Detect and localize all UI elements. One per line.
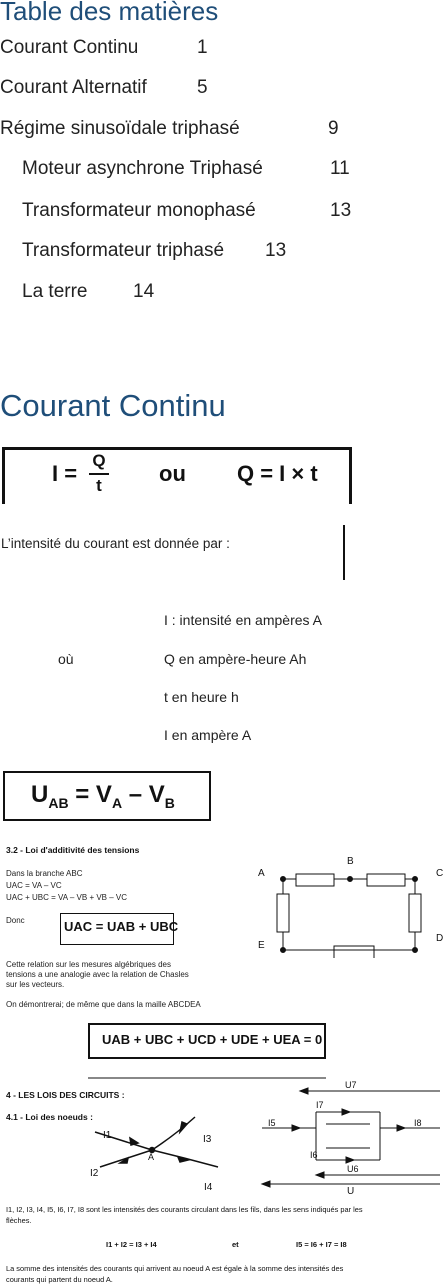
- toc-entry-page: 9: [328, 118, 339, 139]
- toc-entry-page: 13: [330, 200, 352, 221]
- definition-item: I en ampère A: [164, 727, 252, 743]
- label-U7: U7: [345, 1080, 357, 1090]
- additivity-title: 3.2 - Loi d'additivité des tensions: [6, 845, 140, 855]
- label-I5: I5: [268, 1118, 276, 1128]
- label-I2: I2: [90, 1168, 99, 1179]
- section-heading: Courant Continu: [0, 388, 226, 423]
- toc-entry-page: 13: [265, 240, 287, 261]
- definition-item: Q en ampère-heure Ah: [164, 651, 307, 667]
- description-text: flèches.: [6, 1216, 32, 1225]
- relation-text: tensions a une analogie avec la relation de Chasles: [6, 970, 189, 979]
- eq-uac: UAC = VA – VC: [6, 881, 62, 890]
- equation-right: I5 = I6 + I7 = I8: [296, 1240, 347, 1249]
- circuits-title: 4 - LES LOIS DES CIRCUITS :: [6, 1090, 125, 1100]
- eq-uac-ubc: UAC + UBC = VA – VB + VB – VC: [6, 893, 128, 902]
- donc-label: Donc: [6, 916, 25, 925]
- circuits-subtitle: 4.1 - Loi des noeuds :: [6, 1112, 93, 1122]
- description-text: I1, I2, I3, I4, I5, I6, I7, I8 sont les intensités des courants circulant dans les fils, dans les sens indiqués par les: [6, 1205, 363, 1214]
- relation-text: Cette relation sur les mesures algébriques des: [6, 960, 171, 969]
- toc-entry-page: 14: [133, 281, 155, 302]
- toc-entry-page: 1: [197, 37, 208, 58]
- node-label-C: C: [436, 868, 444, 879]
- node-label-A: A: [258, 868, 265, 879]
- where-label: où: [58, 651, 74, 667]
- formula-I: I =: [52, 461, 78, 486]
- toc-entry-label: Régime sinusoïdale triphasé: [0, 118, 240, 139]
- branch-text: Dans la branche ABC: [6, 869, 83, 878]
- label-I6: I6: [310, 1150, 318, 1160]
- label-I3: I3: [203, 1134, 212, 1145]
- formula-denominator: t: [96, 476, 102, 495]
- intensity-intro: L’intensité du courant est donnée par :: [1, 536, 230, 551]
- formula-rhs: Q = I × t: [237, 461, 318, 486]
- label-I4: I4: [204, 1182, 213, 1193]
- toc-entry-page: 11: [330, 158, 350, 179]
- toc-entry-page: 5: [197, 77, 208, 98]
- formula-numerator: Q: [92, 451, 106, 470]
- label-I1: I1: [103, 1130, 112, 1141]
- sum-formula: UAB + UBC + UCD + UDE + UEA = 0: [102, 1032, 323, 1047]
- definition-item: I : intensité en ampères A: [164, 612, 322, 628]
- label-U: U: [347, 1186, 355, 1197]
- label-A: A: [148, 1152, 155, 1162]
- node-label-B: B: [347, 856, 354, 867]
- uab-formula: $U_{AB} = V_A - V_B$: [31, 781, 175, 811]
- toc-entry-label: Transformateur monophasé: [22, 200, 256, 221]
- label-U6: U6: [347, 1164, 359, 1174]
- conclusion-text: La somme des intensités des courants qui arrivent au noeud A est égale à la somme des intensités des: [6, 1264, 344, 1273]
- conclusion-text: courants qui partent du noeud A.: [6, 1275, 113, 1284]
- demo-text: On démontrerai; de même que dans la maille ABCDEA: [6, 1000, 201, 1009]
- label-I8: I8: [414, 1118, 422, 1128]
- label-I7: I7: [316, 1100, 324, 1110]
- equation-et: et: [232, 1240, 239, 1249]
- mesh-circuit: [277, 874, 421, 958]
- toc-entry-label: La terre: [22, 281, 88, 302]
- toc-entry-label: Courant Continu: [0, 37, 139, 58]
- toc-entry-label: Courant Alternatif: [0, 77, 147, 98]
- uac-formula: UAC = UAB + UBC: [64, 919, 179, 934]
- relation-text: sur les vecteurs.: [6, 980, 65, 989]
- formula-ou: ou: [159, 461, 186, 486]
- equation-left: I1 + I2 = I3 + I4: [106, 1240, 157, 1249]
- definition-item: t en heure h: [164, 689, 239, 705]
- toc-title: Table des matières: [0, 0, 219, 26]
- node-diagram: [95, 1117, 218, 1167]
- toc-entry-label: Transformateur triphasé: [22, 240, 225, 261]
- node-label-D: D: [436, 933, 444, 944]
- toc-entry-label: Moteur asynchrone Triphasé: [22, 158, 263, 179]
- node-label-E: E: [258, 940, 265, 951]
